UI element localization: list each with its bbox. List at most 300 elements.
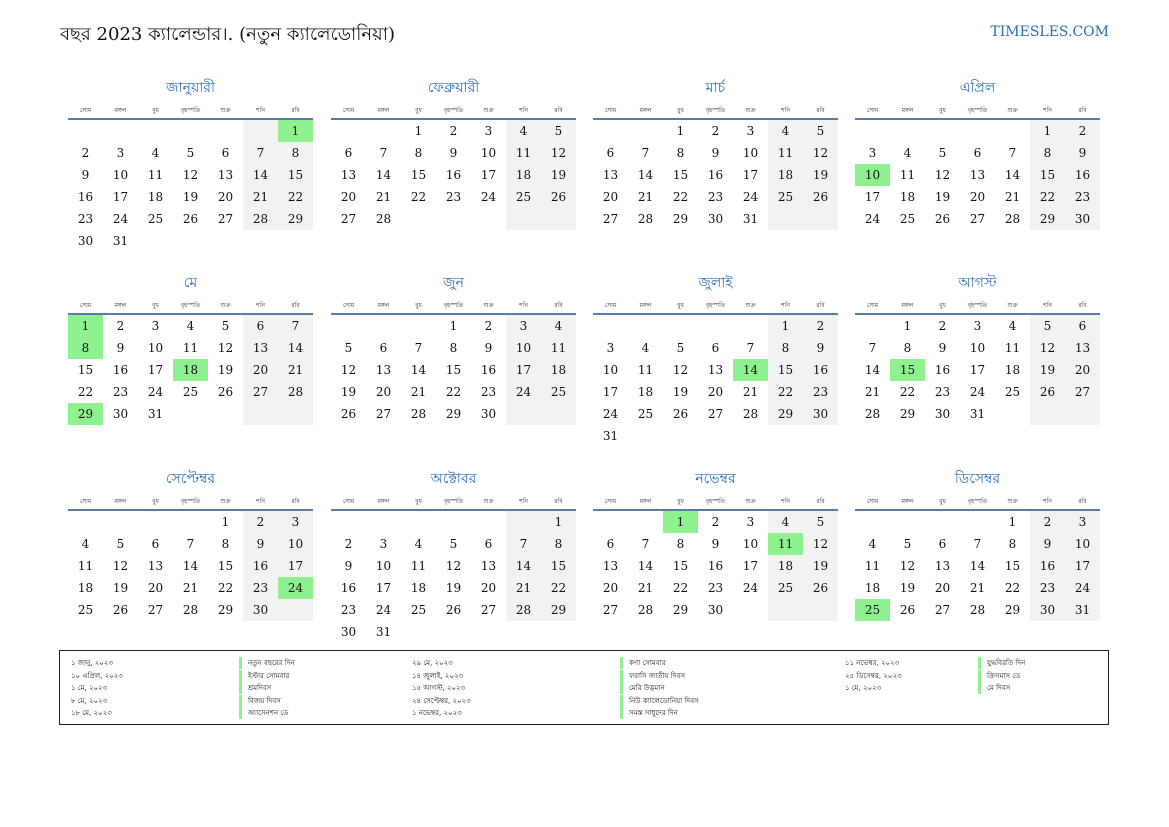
day-cell[interactable]: 23 [707,581,724,595]
day-cell[interactable]: 3 [291,515,300,529]
day-cell[interactable]: 7 [414,341,423,355]
day-cell[interactable]: 28 [287,385,304,399]
day-cell[interactable]: 24 [375,603,392,617]
day-cell[interactable]: 31 [375,625,392,639]
day-cell[interactable]: 30 [252,603,269,617]
day-cell[interactable]: 3 [1078,515,1087,529]
day-cell[interactable]: 23 [77,212,94,226]
day-cell[interactable]: 4 [186,319,195,333]
day-cell[interactable]: 15 [1004,559,1021,573]
day-cell[interactable]: 3 [379,537,388,551]
day-cell[interactable]: 27 [707,407,724,421]
day-cell[interactable]: 7 [291,319,300,333]
holiday-day[interactable]: 10 [855,164,890,186]
day-cell[interactable]: 17 [1074,559,1091,573]
day-cell[interactable]: 7 [519,537,528,551]
day-cell[interactable]: 2 [816,319,825,333]
day-cell[interactable]: 27 [969,212,986,226]
day-cell[interactable]: 25 [637,407,654,421]
day-cell[interactable]: 11 [550,341,567,355]
day-cell[interactable]: 25 [777,581,794,595]
day-cell[interactable]: 25 [899,212,916,226]
day-cell[interactable]: 17 [742,559,759,573]
day-cell[interactable]: 12 [1039,341,1056,355]
day-cell[interactable]: 28 [252,212,269,226]
day-cell[interactable]: 27 [217,212,234,226]
day-cell[interactable]: 22 [1039,190,1056,204]
day-cell[interactable]: 13 [707,363,724,377]
day-cell[interactable]: 14 [969,559,986,573]
day-cell[interactable]: 22 [777,385,794,399]
day-cell[interactable]: 14 [637,559,654,573]
day-cell[interactable]: 30 [707,603,724,617]
day-cell[interactable]: 14 [637,168,654,182]
day-cell[interactable]: 31 [742,212,759,226]
day-cell[interactable]: 2 [1078,124,1087,138]
day-cell[interactable]: 18 [899,190,916,204]
day-cell[interactable]: 6 [151,537,160,551]
day-cell[interactable]: 19 [899,581,916,595]
day-cell[interactable]: 11 [147,168,164,182]
day-cell[interactable]: 21 [410,385,427,399]
day-cell[interactable]: 9 [816,341,825,355]
day-cell[interactable]: 22 [287,190,304,204]
day-cell[interactable]: 12 [217,341,234,355]
day-cell[interactable]: 18 [777,559,794,573]
day-cell[interactable]: 16 [812,363,829,377]
day-cell[interactable]: 12 [550,146,567,160]
day-cell[interactable]: 11 [1004,341,1021,355]
day-cell[interactable]: 27 [1074,385,1091,399]
day-cell[interactable]: 10 [375,559,392,573]
holiday-day[interactable]: 25 [855,599,890,621]
day-cell[interactable]: 15 [410,168,427,182]
day-cell[interactable]: 23 [340,603,357,617]
day-cell[interactable]: 12 [445,559,462,573]
day-cell[interactable]: 14 [864,363,881,377]
day-cell[interactable]: 15 [672,168,689,182]
day-cell[interactable]: 13 [147,559,164,573]
day-cell[interactable]: 11 [515,146,532,160]
day-cell[interactable]: 5 [116,537,125,551]
day-cell[interactable]: 6 [221,146,230,160]
day-cell[interactable]: 30 [77,234,94,248]
day-cell[interactable]: 6 [606,146,615,160]
day-cell[interactable]: 5 [676,341,685,355]
day-cell[interactable]: 15 [77,363,94,377]
day-cell[interactable]: 28 [742,407,759,421]
day-cell[interactable]: 3 [746,124,755,138]
day-cell[interactable]: 6 [973,146,982,160]
day-cell[interactable]: 16 [77,190,94,204]
day-cell[interactable]: 6 [484,537,493,551]
day-cell[interactable]: 25 [410,603,427,617]
day-cell[interactable]: 11 [777,146,794,160]
day-cell[interactable]: 16 [934,363,951,377]
day-cell[interactable]: 28 [637,603,654,617]
day-cell[interactable]: 16 [707,168,724,182]
day-cell[interactable]: 3 [519,319,528,333]
day-cell[interactable]: 7 [641,537,650,551]
day-cell[interactable]: 28 [375,212,392,226]
day-cell[interactable]: 4 [519,124,528,138]
day-cell[interactable]: 28 [515,603,532,617]
day-cell[interactable]: 10 [1074,537,1091,551]
holiday-day[interactable]: 24 [278,577,313,599]
day-cell[interactable]: 23 [1039,581,1056,595]
day-cell[interactable]: 2 [449,124,458,138]
holiday-day[interactable]: 18 [173,359,208,381]
day-cell[interactable]: 3 [116,146,125,160]
day-cell[interactable]: 5 [449,537,458,551]
day-cell[interactable]: 8 [414,146,423,160]
day-cell[interactable]: 1 [221,515,230,529]
day-cell[interactable]: 28 [410,407,427,421]
day-cell[interactable]: 6 [256,319,265,333]
day-cell[interactable]: 21 [637,581,654,595]
day-cell[interactable]: 19 [672,385,689,399]
day-cell[interactable]: 15 [287,168,304,182]
day-cell[interactable]: 23 [707,190,724,204]
day-cell[interactable]: 9 [81,168,90,182]
day-cell[interactable]: 14 [375,168,392,182]
day-cell[interactable]: 21 [252,190,269,204]
day-cell[interactable]: 21 [637,190,654,204]
day-cell[interactable]: 11 [410,559,427,573]
day-cell[interactable]: 20 [147,581,164,595]
day-cell[interactable]: 3 [151,319,160,333]
day-cell[interactable]: 17 [480,168,497,182]
day-cell[interactable]: 27 [602,603,619,617]
day-cell[interactable]: 6 [344,146,353,160]
day-cell[interactable]: 25 [777,190,794,204]
day-cell[interactable]: 8 [676,537,685,551]
day-cell[interactable]: 17 [515,363,532,377]
day-cell[interactable]: 8 [676,146,685,160]
day-cell[interactable]: 24 [112,212,129,226]
day-cell[interactable]: 29 [287,212,304,226]
day-cell[interactable]: 20 [217,190,234,204]
day-cell[interactable]: 12 [934,168,951,182]
day-cell[interactable]: 11 [77,559,94,573]
day-cell[interactable]: 1 [903,319,912,333]
day-cell[interactable]: 21 [375,190,392,204]
day-cell[interactable]: 20 [602,190,619,204]
day-cell[interactable]: 12 [340,363,357,377]
day-cell[interactable]: 9 [711,146,720,160]
day-cell[interactable]: 5 [554,124,563,138]
day-cell[interactable]: 29 [672,212,689,226]
day-cell[interactable]: 24 [742,190,759,204]
day-cell[interactable]: 28 [182,603,199,617]
day-cell[interactable]: 13 [252,341,269,355]
day-cell[interactable]: 8 [903,341,912,355]
day-cell[interactable]: 31 [1074,603,1091,617]
day-cell[interactable]: 22 [410,190,427,204]
day-cell[interactable]: 8 [449,341,458,355]
day-cell[interactable]: 8 [221,537,230,551]
day-cell[interactable]: 19 [112,581,129,595]
day-cell[interactable]: 20 [602,581,619,595]
day-cell[interactable]: 15 [217,559,234,573]
day-cell[interactable]: 7 [1008,146,1017,160]
day-cell[interactable]: 9 [344,559,353,573]
day-cell[interactable]: 27 [340,212,357,226]
day-cell[interactable]: 16 [445,168,462,182]
day-cell[interactable]: 3 [868,146,877,160]
day-cell[interactable]: 11 [637,363,654,377]
day-cell[interactable]: 29 [217,603,234,617]
day-cell[interactable]: 1 [449,319,458,333]
day-cell[interactable]: 2 [711,515,720,529]
day-cell[interactable]: 14 [410,363,427,377]
day-cell[interactable]: 21 [742,385,759,399]
day-cell[interactable]: 10 [742,146,759,160]
day-cell[interactable]: 18 [864,581,881,595]
day-cell[interactable]: 14 [182,559,199,573]
day-cell[interactable]: 8 [554,537,563,551]
day-cell[interactable]: 15 [672,559,689,573]
day-cell[interactable]: 14 [287,341,304,355]
day-cell[interactable]: 23 [812,385,829,399]
day-cell[interactable]: 23 [1074,190,1091,204]
day-cell[interactable]: 18 [515,168,532,182]
day-cell[interactable]: 1 [1043,124,1052,138]
day-cell[interactable]: 9 [484,341,493,355]
day-cell[interactable]: 23 [252,581,269,595]
day-cell[interactable]: 1 [676,124,685,138]
day-cell[interactable]: 23 [934,385,951,399]
day-cell[interactable]: 22 [672,581,689,595]
day-cell[interactable]: 24 [480,190,497,204]
day-cell[interactable]: 4 [151,146,160,160]
day-cell[interactable]: 31 [147,407,164,421]
day-cell[interactable]: 4 [1008,319,1017,333]
day-cell[interactable]: 9 [449,146,458,160]
day-cell[interactable]: 14 [1004,168,1021,182]
day-cell[interactable]: 25 [1004,385,1021,399]
day-cell[interactable]: 17 [147,363,164,377]
day-cell[interactable]: 26 [182,212,199,226]
day-cell[interactable]: 11 [864,559,881,573]
day-cell[interactable]: 18 [550,363,567,377]
day-cell[interactable]: 21 [287,363,304,377]
day-cell[interactable]: 24 [969,385,986,399]
day-cell[interactable]: 5 [816,515,825,529]
day-cell[interactable]: 27 [147,603,164,617]
day-cell[interactable]: 20 [252,363,269,377]
day-cell[interactable]: 19 [550,168,567,182]
day-cell[interactable]: 30 [112,407,129,421]
day-cell[interactable]: 13 [375,363,392,377]
day-cell[interactable]: 26 [934,212,951,226]
day-cell[interactable]: 14 [515,559,532,573]
day-cell[interactable]: 8 [781,341,790,355]
day-cell[interactable]: 9 [256,537,265,551]
day-cell[interactable]: 27 [252,385,269,399]
day-cell[interactable]: 28 [637,212,654,226]
day-cell[interactable]: 9 [1043,537,1052,551]
day-cell[interactable]: 10 [515,341,532,355]
day-cell[interactable]: 22 [899,385,916,399]
day-cell[interactable]: 15 [777,363,794,377]
day-cell[interactable]: 4 [641,341,650,355]
day-cell[interactable]: 13 [969,168,986,182]
day-cell[interactable]: 7 [868,341,877,355]
day-cell[interactable]: 7 [256,146,265,160]
day-cell[interactable]: 1 [781,319,790,333]
day-cell[interactable]: 30 [480,407,497,421]
day-cell[interactable]: 26 [672,407,689,421]
day-cell[interactable]: 4 [414,537,423,551]
day-cell[interactable]: 22 [550,581,567,595]
day-cell[interactable]: 7 [641,146,650,160]
day-cell[interactable]: 25 [182,385,199,399]
day-cell[interactable]: 21 [1004,190,1021,204]
day-cell[interactable]: 8 [291,146,300,160]
day-cell[interactable]: 2 [81,146,90,160]
day-cell[interactable]: 28 [1004,212,1021,226]
day-cell[interactable]: 26 [812,581,829,595]
day-cell[interactable]: 13 [602,559,619,573]
day-cell[interactable]: 31 [602,429,619,443]
day-cell[interactable]: 2 [484,319,493,333]
day-cell[interactable]: 13 [480,559,497,573]
day-cell[interactable]: 31 [969,407,986,421]
day-cell[interactable]: 20 [340,190,357,204]
day-cell[interactable]: 6 [711,341,720,355]
day-cell[interactable]: 26 [1039,385,1056,399]
day-cell[interactable]: 23 [445,190,462,204]
day-cell[interactable]: 28 [864,407,881,421]
day-cell[interactable]: 12 [672,363,689,377]
day-cell[interactable]: 26 [112,603,129,617]
day-cell[interactable]: 10 [742,537,759,551]
day-cell[interactable]: 29 [1004,603,1021,617]
day-cell[interactable]: 10 [112,168,129,182]
day-cell[interactable]: 13 [217,168,234,182]
day-cell[interactable]: 25 [147,212,164,226]
day-cell[interactable]: 7 [379,146,388,160]
day-cell[interactable]: 18 [1004,363,1021,377]
day-cell[interactable]: 4 [903,146,912,160]
day-cell[interactable]: 24 [602,407,619,421]
day-cell[interactable]: 24 [1074,581,1091,595]
day-cell[interactable]: 30 [934,407,951,421]
day-cell[interactable]: 29 [672,603,689,617]
day-cell[interactable]: 18 [77,581,94,595]
day-cell[interactable]: 19 [182,190,199,204]
day-cell[interactable]: 22 [217,581,234,595]
day-cell[interactable]: 14 [252,168,269,182]
day-cell[interactable]: 10 [969,341,986,355]
day-cell[interactable]: 16 [340,581,357,595]
day-cell[interactable]: 21 [182,581,199,595]
day-cell[interactable]: 18 [410,581,427,595]
day-cell[interactable]: 12 [112,559,129,573]
day-cell[interactable]: 10 [480,146,497,160]
holiday-day[interactable]: 15 [890,359,925,381]
day-cell[interactable]: 20 [707,385,724,399]
day-cell[interactable]: 22 [672,190,689,204]
holiday-day[interactable]: 1 [68,315,103,337]
day-cell[interactable]: 12 [182,168,199,182]
day-cell[interactable]: 18 [147,190,164,204]
day-cell[interactable]: 26 [445,603,462,617]
day-cell[interactable]: 15 [1039,168,1056,182]
day-cell[interactable]: 29 [445,407,462,421]
day-cell[interactable]: 25 [77,603,94,617]
day-cell[interactable]: 26 [340,407,357,421]
day-cell[interactable]: 17 [602,385,619,399]
day-cell[interactable]: 29 [550,603,567,617]
day-cell[interactable]: 19 [812,559,829,573]
day-cell[interactable]: 8 [1043,146,1052,160]
day-cell[interactable]: 3 [973,319,982,333]
day-cell[interactable]: 2 [116,319,125,333]
day-cell[interactable]: 30 [812,407,829,421]
day-cell[interactable]: 19 [1039,363,1056,377]
day-cell[interactable]: 2 [344,537,353,551]
day-cell[interactable]: 16 [252,559,269,573]
day-cell[interactable]: 11 [182,341,199,355]
day-cell[interactable]: 5 [938,146,947,160]
day-cell[interactable]: 2 [938,319,947,333]
day-cell[interactable]: 17 [969,363,986,377]
day-cell[interactable]: 9 [938,341,947,355]
day-cell[interactable]: 2 [256,515,265,529]
day-cell[interactable]: 20 [480,581,497,595]
day-cell[interactable]: 4 [81,537,90,551]
day-cell[interactable]: 26 [899,603,916,617]
day-cell[interactable]: 4 [554,319,563,333]
day-cell[interactable]: 30 [340,625,357,639]
day-cell[interactable]: 16 [1039,559,1056,573]
day-cell[interactable]: 9 [1078,146,1087,160]
day-cell[interactable]: 17 [864,190,881,204]
day-cell[interactable]: 22 [445,385,462,399]
holiday-day[interactable]: 8 [68,337,103,359]
day-cell[interactable]: 20 [934,581,951,595]
day-cell[interactable]: 27 [934,603,951,617]
day-cell[interactable]: 19 [812,168,829,182]
day-cell[interactable]: 4 [781,124,790,138]
day-cell[interactable]: 20 [1074,363,1091,377]
day-cell[interactable]: 24 [864,212,881,226]
holiday-day[interactable]: 29 [68,403,103,425]
day-cell[interactable]: 29 [1039,212,1056,226]
day-cell[interactable]: 5 [186,146,195,160]
day-cell[interactable]: 6 [1078,319,1087,333]
day-cell[interactable]: 30 [707,212,724,226]
day-cell[interactable]: 26 [812,190,829,204]
day-cell[interactable]: 11 [899,168,916,182]
day-cell[interactable]: 27 [375,407,392,421]
day-cell[interactable]: 24 [147,385,164,399]
day-cell[interactable]: 19 [934,190,951,204]
day-cell[interactable]: 6 [379,341,388,355]
day-cell[interactable]: 4 [781,515,790,529]
day-cell[interactable]: 15 [445,363,462,377]
day-cell[interactable]: 25 [515,190,532,204]
day-cell[interactable]: 2 [711,124,720,138]
day-cell[interactable]: 1 [1008,515,1017,529]
day-cell[interactable]: 21 [969,581,986,595]
day-cell[interactable]: 10 [147,341,164,355]
day-cell[interactable]: 28 [969,603,986,617]
day-cell[interactable]: 6 [938,537,947,551]
day-cell[interactable]: 9 [711,537,720,551]
